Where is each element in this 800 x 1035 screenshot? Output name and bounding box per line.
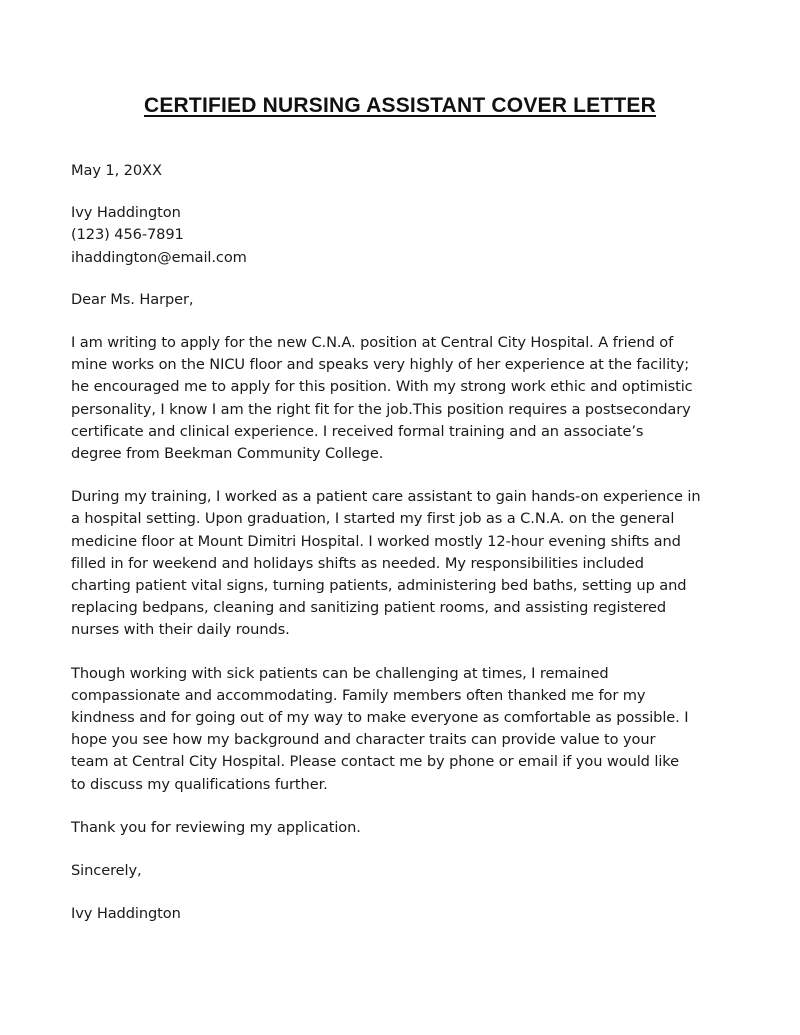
paragraph-line: degree from Beekman Community College.	[71, 445, 384, 463]
sender-phone: (123) 456-7891	[71, 226, 184, 244]
sender-contact-block	[71, 202, 731, 269]
paragraph-line: kindness and for going out of my way to make everyone as comfortable as possible. I	[71, 709, 689, 727]
paragraph-line: team at Central City Hospital. Please contact me by phone or email if you would like	[71, 753, 680, 771]
paragraph-line: replacing bedpans, cleaning and sanitizing patient rooms, and assisting registered	[71, 599, 667, 617]
sender-email: ihaddington@email.com	[71, 248, 247, 266]
sender-name: Ivy Haddington	[71, 204, 181, 222]
paragraph-line: a hospital setting. Upon graduation, I started my first job as a C.N.A. on the general	[71, 510, 675, 528]
paragraph-line: hope you see how my background and character traits can provide value to your	[71, 731, 656, 749]
paragraph-line: During my training, I worked as a patient care assistant to gain hands-on experience in	[71, 488, 701, 506]
paragraph-line: mine works on the NICU floor and speaks very highly of her experience at the facility;	[71, 356, 690, 374]
document-title: CERTIFIED NURSING ASSISTANT COVER LETTER	[143, 94, 657, 117]
paragraph-line: to discuss my qualifications further.	[71, 775, 328, 793]
paragraph-line: Though working with sick patients can be challenging at times, I remained	[71, 664, 609, 682]
paragraph-line: filled in for weekend and holidays shifts as needed. My responsibilities included	[71, 554, 644, 572]
paragraph-intro	[71, 332, 731, 465]
letter-date: May 1, 20XX	[71, 162, 162, 179]
paragraph-line: nurses with their daily rounds.	[71, 621, 290, 639]
paragraph-line: personality, I know I am the right fit for the job.This position requires a postsecondary	[71, 400, 691, 418]
paragraph-line: charting patient vital signs, turning patients, administering bed baths, setting up and	[71, 577, 687, 595]
paragraph-line: medicine floor at Mount Dimitri Hospital. I worked mostly 12-hour evening shifts and	[71, 532, 681, 550]
closing-thanks: Thank you for reviewing my application.	[71, 818, 361, 836]
signature-name: Ivy Haddington	[71, 905, 181, 923]
paragraph-line: he encouraged me to apply for this position. With my strong work ethic and optimistic	[71, 378, 693, 396]
paragraph-closing	[71, 663, 731, 796]
paragraph-line: compassionate and accommodating. Family members often thanked me for my	[71, 686, 646, 704]
signoff: Sincerely,	[71, 862, 142, 880]
paragraph-line: certificate and clinical experience. I received formal training and an associate’s	[71, 422, 644, 440]
letter-body	[71, 160, 731, 925]
paragraph-line: I am writing to apply for the new C.N.A. position at Central City Hospital. A friend of	[71, 334, 674, 352]
salutation: Dear Ms. Harper,	[71, 290, 194, 308]
paragraph-experience	[71, 486, 731, 641]
